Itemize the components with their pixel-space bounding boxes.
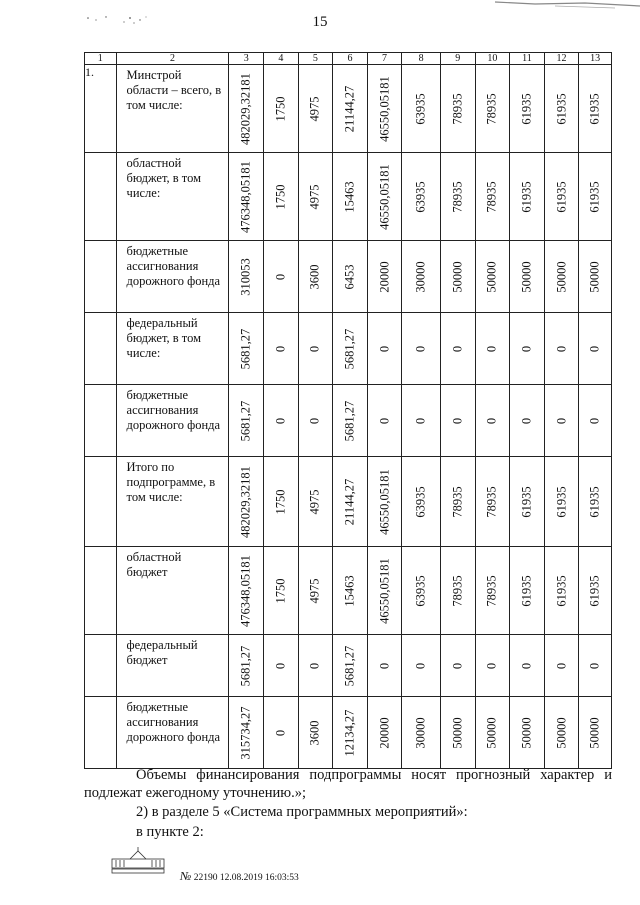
value-text: 46550,05181 [377,468,392,535]
value-text: 0 [413,345,428,352]
value-cell [367,313,402,385]
value-cell [441,385,476,457]
value-text: 0 [307,417,322,424]
value-text: 61935 [519,180,534,213]
value-cell [367,457,402,547]
row-label: областной бюджет [126,550,182,579]
point-2-paragraph: в пункте 2: [136,824,204,840]
value-text: 0 [587,345,602,352]
section-5-paragraph: 2) в разделе 5 «Система программных мероприятий»: [136,804,468,820]
value-text: 61935 [587,92,602,125]
value-cell [298,697,333,769]
value-text: 61935 [587,180,602,213]
value-text: 61935 [554,180,569,213]
value-cell [333,547,368,635]
row-label: бюджетные ассигнования дорожного фонда [126,244,221,288]
value-text: 78935 [450,574,465,607]
value-cell [441,153,476,241]
value-text: 61935 [519,574,534,607]
column-number-13: 13 [579,53,612,65]
row-label: бюджетные ассигнования дорожного фонда [126,388,221,432]
value-text: 4975 [307,96,322,121]
table-row [85,65,612,153]
value-text: 0 [450,345,465,352]
value-text: 61935 [587,485,602,518]
row-label: областной бюджет, в том числе: [126,156,201,200]
value-cell [264,153,299,241]
value-cell [333,65,368,153]
row-label-cell [116,153,229,241]
value-text: 78935 [450,92,465,125]
column-number-11: 11 [510,53,545,65]
page-number: 15 [312,14,328,30]
row-index [85,153,117,241]
row-label-cell [116,547,229,635]
value-cell [333,313,368,385]
value-text: 5681,27 [238,645,253,686]
value-text: 0 [519,345,534,352]
value-text: 482029,32181 [238,72,253,145]
value-text: 0 [377,662,392,669]
value-cell [264,547,299,635]
value-cell [441,635,476,697]
value-cell [298,457,333,547]
value-cell [579,153,612,241]
value-text: 4975 [307,578,322,603]
value-text: 15463 [342,180,357,213]
row-label-cell [116,697,229,769]
value-text: 61935 [554,485,569,518]
value-text: 46550,05181 [377,75,392,142]
value-cell [402,547,441,635]
value-text: 0 [587,417,602,424]
value-text: 0 [554,345,569,352]
value-text: 46550,05181 [377,163,392,230]
row-index [85,241,117,313]
table-row [85,457,612,547]
value-cell [579,697,612,769]
value-cell [298,385,333,457]
number-sign: № [180,869,192,883]
value-text: 6453 [342,264,357,289]
value-text: 0 [450,417,465,424]
table-row [85,635,612,697]
value-cell [510,241,545,313]
value-cell [264,313,299,385]
value-cell [229,153,264,241]
registration-stamp [180,869,299,884]
row-index [85,313,117,385]
value-cell [475,697,510,769]
value-cell [579,65,612,153]
value-cell [264,65,299,153]
government-building-icon [110,845,166,875]
value-cell [298,547,333,635]
value-cell [298,313,333,385]
value-cell [544,153,579,241]
column-number-6: 6 [333,53,368,65]
value-cell [402,153,441,241]
value-text: 476348,05181 [238,554,253,627]
value-cell [333,697,368,769]
value-cell [475,65,510,153]
value-text: 0 [587,662,602,669]
value-cell [579,313,612,385]
row-label: Минстрой области – всего, в том числе: [126,68,222,112]
value-text: 50000 [519,716,534,749]
value-cell [510,635,545,697]
value-text: 50000 [519,260,534,293]
value-text: 5681,27 [342,645,357,686]
value-text: 50000 [587,716,602,749]
value-text: 0 [484,662,499,669]
value-text: 0 [307,345,322,352]
table-row [85,241,612,313]
value-cell [402,313,441,385]
value-cell [367,241,402,313]
row-label: Итого по подпрограмме, в том числе: [126,460,216,504]
value-text: 20000 [377,260,392,293]
row-label: бюджетные ассигнования дорожного фонда [126,700,221,744]
value-text: 21144,27 [342,85,357,132]
value-cell [441,241,476,313]
value-cell [475,153,510,241]
column-number-row [85,53,612,65]
value-text: 21144,27 [342,478,357,525]
value-text: 63935 [413,92,428,125]
value-cell [229,241,264,313]
value-text: 1750 [273,489,288,514]
value-cell [475,635,510,697]
value-text: 61935 [519,92,534,125]
value-text: 0 [273,273,288,280]
value-cell [298,153,333,241]
value-text: 78935 [484,574,499,607]
value-cell [510,385,545,457]
value-text: 63935 [413,485,428,518]
row-label-cell [116,457,229,547]
value-cell [402,65,441,153]
value-text: 61935 [554,574,569,607]
value-text: 30000 [413,716,428,749]
value-cell [229,547,264,635]
value-text: 1750 [273,578,288,603]
value-text: 12134,27 [342,709,357,756]
value-text: 0 [484,345,499,352]
value-cell [298,635,333,697]
value-text: 0 [273,345,288,352]
value-cell [441,547,476,635]
value-cell [475,313,510,385]
value-text: 5681,27 [238,328,253,369]
value-text: 4975 [307,184,322,209]
value-cell [510,697,545,769]
value-cell [264,635,299,697]
column-number-8: 8 [402,53,441,65]
value-cell [544,457,579,547]
value-cell [579,241,612,313]
column-number-7: 7 [367,53,402,65]
value-text: 5681,27 [342,400,357,441]
row-index [85,385,117,457]
table-row [85,385,612,457]
value-text: 0 [377,417,392,424]
row-label-cell [116,313,229,385]
value-text: 50000 [450,716,465,749]
value-cell [264,385,299,457]
value-cell [367,635,402,697]
value-text: 3600 [307,720,322,745]
value-text: 0 [273,662,288,669]
value-cell [441,457,476,547]
value-cell [510,547,545,635]
value-cell [333,385,368,457]
value-text: 61935 [554,92,569,125]
value-cell [333,153,368,241]
value-text: 0 [519,417,534,424]
row-index [85,697,117,769]
value-text: 310053 [238,257,253,296]
row-label-cell [116,635,229,697]
value-text: 15463 [342,574,357,607]
value-text: 50000 [484,716,499,749]
value-cell [367,547,402,635]
value-cell [333,241,368,313]
value-text: 0 [307,662,322,669]
value-cell [298,65,333,153]
value-text: 3600 [307,264,322,289]
value-text: 63935 [413,574,428,607]
column-number-9: 9 [441,53,476,65]
value-cell [298,241,333,313]
budget-table [84,52,612,769]
value-cell [579,385,612,457]
value-text: 50000 [450,260,465,293]
value-text: 5681,27 [238,400,253,441]
value-text: 78935 [484,485,499,518]
value-text: 50000 [484,260,499,293]
value-cell [475,547,510,635]
value-text: 0 [413,417,428,424]
value-cell [333,457,368,547]
value-text: 476348,05181 [238,160,253,233]
value-text: 0 [519,662,534,669]
value-cell [264,241,299,313]
value-cell [510,153,545,241]
value-cell [510,65,545,153]
column-number-10: 10 [475,53,510,65]
value-cell [544,697,579,769]
value-text: 20000 [377,716,392,749]
value-text: 0 [450,662,465,669]
value-text: 50000 [587,260,602,293]
registration-number-date: 22190 12.08.2019 16:03:53 [193,873,299,883]
value-cell [264,457,299,547]
value-cell [402,697,441,769]
value-cell [475,241,510,313]
value-cell [264,697,299,769]
value-cell [475,385,510,457]
value-text: 61935 [587,574,602,607]
value-cell [579,635,612,697]
value-cell [333,635,368,697]
value-cell [229,697,264,769]
value-cell [229,457,264,547]
value-cell [544,547,579,635]
value-text: 315734,27 [238,705,253,760]
value-cell [544,313,579,385]
value-text: 0 [413,662,428,669]
value-cell [367,385,402,457]
value-text: 0 [377,345,392,352]
value-text: 63935 [413,180,428,213]
value-cell [510,457,545,547]
column-number-4: 4 [264,53,299,65]
value-text: 78935 [450,180,465,213]
row-label-cell [116,385,229,457]
value-text: 78935 [484,180,499,213]
value-text: 1750 [273,184,288,209]
value-cell [441,65,476,153]
table-row [85,153,612,241]
value-text: 0 [554,417,569,424]
value-text: 4975 [307,489,322,514]
value-cell [229,313,264,385]
column-number-5: 5 [298,53,333,65]
value-cell [544,65,579,153]
value-cell [510,313,545,385]
value-cell [402,241,441,313]
row-index: 1. [85,65,117,153]
table-row [85,313,612,385]
row-label-cell [116,65,229,153]
value-text: 50000 [554,260,569,293]
value-text: 78935 [450,485,465,518]
value-text: 30000 [413,260,428,293]
row-label: федеральный бюджет, в том числе: [126,316,201,360]
financing-note-paragraph: Объемы финансирования подпрограммы носят прогнозный характер и подлежат ежегодному уточнению.»; [84,767,612,801]
column-number-12: 12 [544,53,579,65]
value-text: 46550,05181 [377,557,392,624]
value-cell [402,635,441,697]
value-text: 0 [484,417,499,424]
value-cell [367,153,402,241]
value-cell [475,457,510,547]
value-text: 0 [554,662,569,669]
column-number-1: 1 [85,53,117,65]
value-cell [367,65,402,153]
value-text: 78935 [484,92,499,125]
value-cell [229,65,264,153]
value-cell [441,313,476,385]
value-text: 1750 [273,96,288,121]
value-text: 482029,32181 [238,465,253,538]
value-cell [441,697,476,769]
table-row [85,697,612,769]
column-number-2: 2 [116,53,229,65]
value-cell [402,385,441,457]
value-text: 0 [273,729,288,736]
value-cell [579,547,612,635]
value-cell [544,241,579,313]
value-cell [579,457,612,547]
value-text: 61935 [519,485,534,518]
value-text: 5681,27 [342,328,357,369]
row-label: федеральный бюджет [126,638,198,667]
value-cell [229,635,264,697]
row-index [85,635,117,697]
value-text: 0 [273,417,288,424]
value-cell [544,385,579,457]
value-text: 50000 [554,716,569,749]
value-cell [229,385,264,457]
value-cell [402,457,441,547]
column-number-3: 3 [229,53,264,65]
table-row [85,547,612,635]
row-index [85,547,117,635]
value-cell [544,635,579,697]
value-cell [367,697,402,769]
row-label-cell [116,241,229,313]
row-index [85,457,117,547]
